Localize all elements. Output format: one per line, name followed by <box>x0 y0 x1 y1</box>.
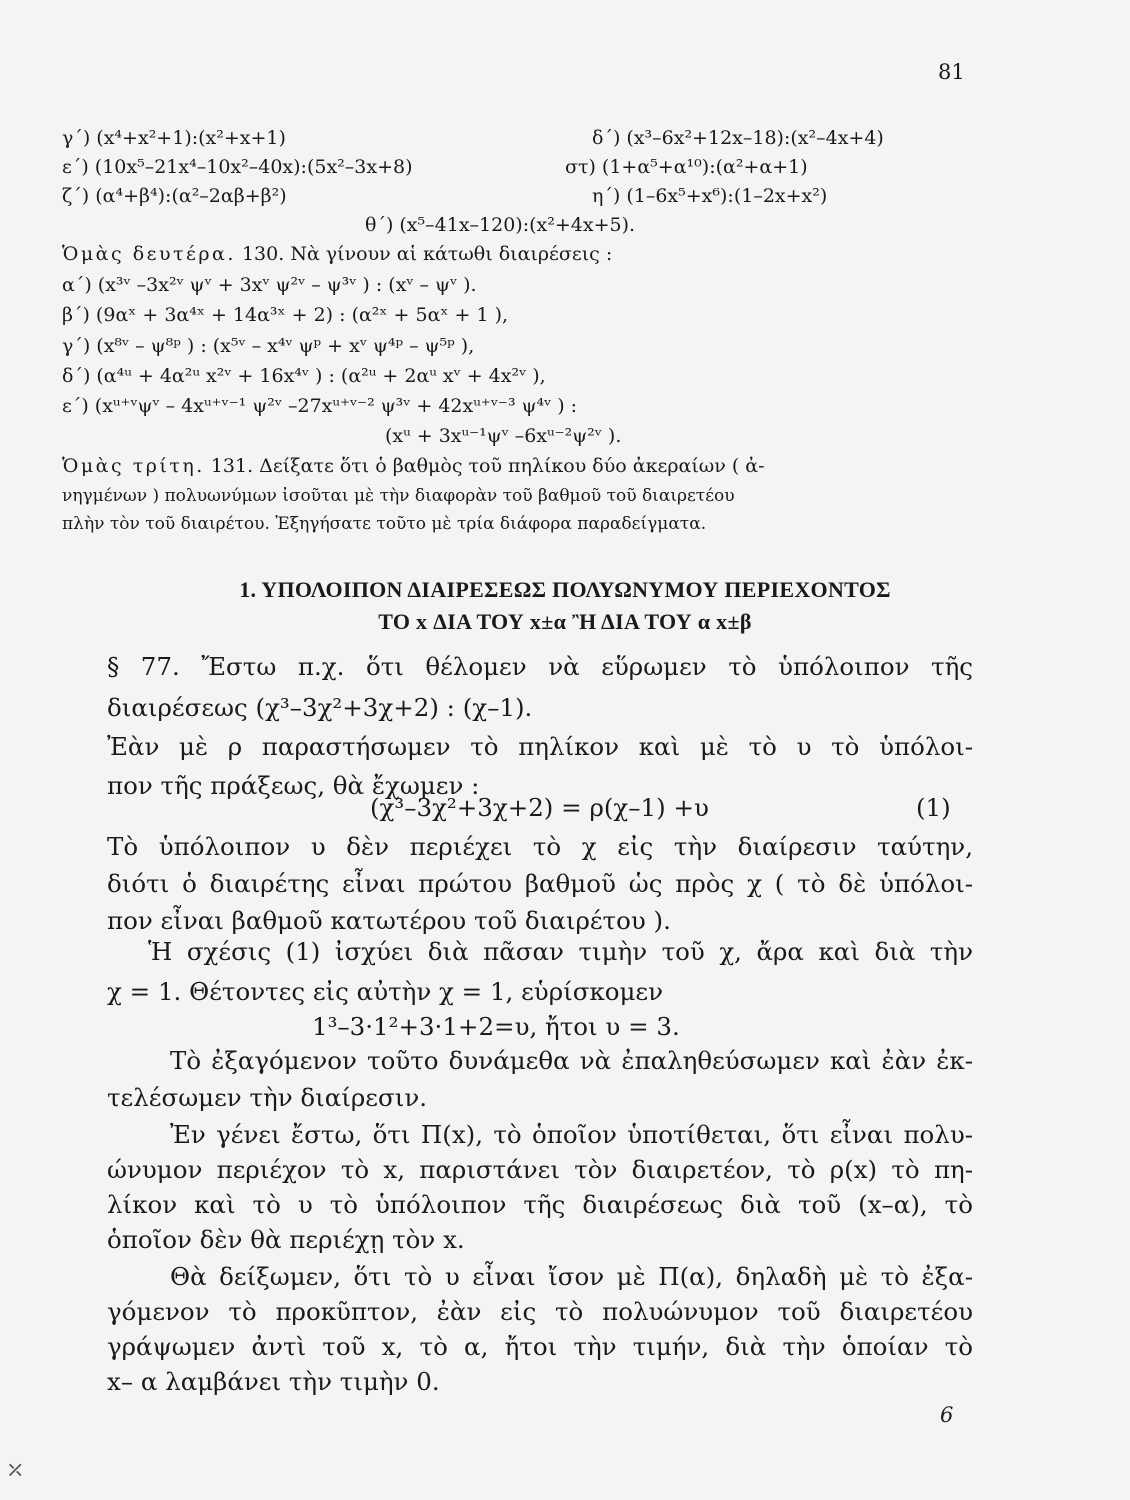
signature-mark: 6 <box>940 1403 954 1427</box>
group-three-line-1: 131. Δείξατε ὅτι ὁ βαθμὸς τοῦ πηλίκου δύο ἀκεραίων ( ἀ- <box>210 455 765 477</box>
exercise-130-d: δ΄) (α⁴ᵘ + 4α²ᵘ x²ᵛ + 16x⁴ᵛ ) : (α²ᵘ + 2αᵘ xᵛ + 4x²ᵛ ), <box>62 365 546 387</box>
exercise-delta: δ΄) (x³–6x²+12x–18):(x²–4x+4) <box>592 127 884 149</box>
group-two-intro: 130. Νὰ γίνουν αἱ κάτωθι διαιρέσεις : <box>241 243 613 265</box>
paragraph-line-6: διότι ὁ διαιρέτης εἶναι πρώτου βαθμοῦ ὡς πρὸς χ ( τὸ δὲ ὑπόλοι- <box>107 869 973 898</box>
paragraph-line-7: πον εἶναι βαθμοῦ κατωτέρου τοῦ διαιρέτου ). <box>107 906 671 935</box>
paragraph-line-8: Ἡ σχέσις (1) ἰσχύει διὰ πᾶσαν τιμὴν τοῦ χ, ἄρα καὶ διὰ τὴν <box>148 937 973 966</box>
paragraph-line-3: Ἐὰν μὲ ρ παραστήσωμεν τὸ πηλίκον καὶ μὲ τὸ υ τὸ ὑπόλοι- <box>107 732 973 761</box>
section-heading-line-1: 1. ΥΠΟΛΟΙΠΟΝ ΔΙΑΙΡΕΣΕΩΣ ΠΟΛΥΩΝΥΜΟΥ ΠΕΡΙΕΧΟΝΤΟΣ <box>239 577 891 602</box>
paragraph-line-10: Τὸ ἐξαγόμενον τοῦτο δυνάμεθα νὰ ἐπαληθεύσωμεν καὶ ἐὰν ἐκ- <box>170 1046 973 1075</box>
paragraph-77-line-2: διαιρέσεως (χ³–3χ²+3χ+2) : (χ–1). <box>107 693 533 722</box>
paragraph-line-4: πον τῆς πράξεως, θὰ ἔχωμεν : <box>107 771 480 800</box>
exercise-130-e-continued: (xᵘ + 3xᵘ⁻¹ψᵛ –6xᵘ⁻²ψ²ᵛ ). <box>385 425 622 447</box>
exercise-130-a: α΄) (x³ᵛ –3x²ᵛ ψᵛ + 3xᵛ ψ²ᵛ – ψ³ᵛ ) : (xᵛ – ψᵛ ). <box>62 274 477 296</box>
paragraph-line-17: γόμενον τὸ προκῦπτον, ἐὰν εἰς τὸ πολυώνυμον τοῦ διαιρετέου <box>107 1297 973 1326</box>
paragraph-line-9: χ = 1. Θέτοντες εἰς αὐτὴν χ = 1, εὑρίσκομεν <box>107 977 664 1006</box>
group-three-line-3: πλὴν τὸν τοῦ διαιρέτου. Ἐξηγήσατε τοῦτο μὲ τρία διάφορα παραδείγματα. <box>62 514 707 534</box>
paragraph-line-13: ώνυμον περιέχον τὸ x, παριστάνει τὸν διαιρετέον, τὸ ρ(x) τὸ πη- <box>107 1155 973 1184</box>
corner-mark: ⤫ <box>6 1458 25 1483</box>
group-two-label: Ὁμὰς δευτέρα. <box>62 243 236 265</box>
paragraph-line-5: Τὸ ὑπόλοιπον υ δὲν περιέχει τὸ χ εἰς τὴν διαίρεσιν ταύτην, <box>107 832 973 861</box>
exercise-130-c: γ΄) (x⁸ᵛ – ψ⁸ᵖ ) : (x⁵ᵛ – x⁴ᵛ ψᵖ + xᵛ ψ⁴ᵖ – ψ⁵ᵖ ), <box>62 335 475 357</box>
paragraph-77-line-1: § 77. Ἔστω π.χ. ὅτι θέλομεν νὰ εὕρωμεν τὸ ὑπόλοιπον τῆς <box>107 652 973 681</box>
group-three-label: Ὁμὰς τρίτη. <box>62 455 205 477</box>
exercise-theta: θ΄) (x⁵–41x–120):(x²+4x+5). <box>365 214 636 236</box>
group-three-line-2: νηγμένων ) πολυωνύμων ἰσοῦται μὲ τὴν διαφορὰν τοῦ βαθμοῦ τοῦ διαιρετέου <box>62 486 735 506</box>
paragraph-line-16: Θὰ δείξωμεν, ὅτι τὸ υ εἶναι ἴσον μὲ Π(α), δηλαδὴ μὲ τὸ ἐξα- <box>170 1262 973 1291</box>
paragraph-line-15: ὁποῖον δὲν θὰ περιέχῃ τὸν x. <box>107 1225 465 1254</box>
group-three-line <box>62 454 765 478</box>
exercise-epsilon: ε΄) (10x⁵–21x⁴–10x²–40x):(5x²–3x+8) <box>62 156 413 178</box>
exercise-130-b: β΄) (9αˣ + 3α⁴ˣ + 14α³ˣ + 2) : (α²ˣ + 5αˣ + 1 ), <box>62 304 509 326</box>
equation-2: 1³–3·1²+3·1+2=υ, ἤτοι υ = 3. <box>312 1012 680 1041</box>
paragraph-line-12: Ἐν γένει ἔστω, ὅτι Π(x), τὸ ὁποῖον ὑποτίθεται, ὅτι εἶναι πολυ- <box>170 1120 973 1149</box>
equation-1-number: (1) <box>916 793 951 822</box>
equation-1: (χ³–3χ²+3χ+2) = ρ(χ–1) +υ <box>370 793 709 822</box>
group-two-line <box>62 242 612 266</box>
exercise-130-e: ε΄) (xᵘ⁺ᵛψᵛ – 4xᵘ⁺ᵛ⁻¹ ψ²ᵛ –27xᵘ⁺ᵛ⁻² ψ³ᵛ + 42xᵘ⁺ᵛ⁻³ ψ⁴ᵛ ) : <box>62 395 578 417</box>
exercise-gamma: γ΄) (x⁴+x²+1):(x²+x+1) <box>62 127 286 149</box>
section-heading-line-2: ΤΟ x ΔΙΑ ΤΟΥ x±α Ἢ ΔΙΑ ΤΟΥ α x±β <box>378 609 752 634</box>
exercise-eta: η΄) (1–6x⁵+x⁶):(1–2x+x²) <box>592 185 828 207</box>
paragraph-line-11: τελέσωμεν τὴν διαίρεσιν. <box>107 1083 427 1112</box>
paragraph-line-18: γράψωμεν ἀντὶ τοῦ x, τὸ α, ἤτοι τὴν τιμήν, διὰ τὴν ὁποίαν τὸ <box>107 1332 973 1361</box>
exercise-zeta: ζ΄) (α⁴+β⁴):(α²–2αβ+β²) <box>62 185 287 207</box>
paragraph-line-14: λίκον καὶ τὸ υ τὸ ὑπόλοιπον τῆς διαιρέσεως διὰ τοῦ (x–α), τὸ <box>107 1190 973 1219</box>
paragraph-line-19: x– α λαμβάνει τὴν τιμὴν 0. <box>107 1367 440 1396</box>
exercise-stigma: στ) (1+α⁵+α¹⁰):(α²+α+1) <box>565 156 808 178</box>
page-number: 81 <box>938 60 965 84</box>
